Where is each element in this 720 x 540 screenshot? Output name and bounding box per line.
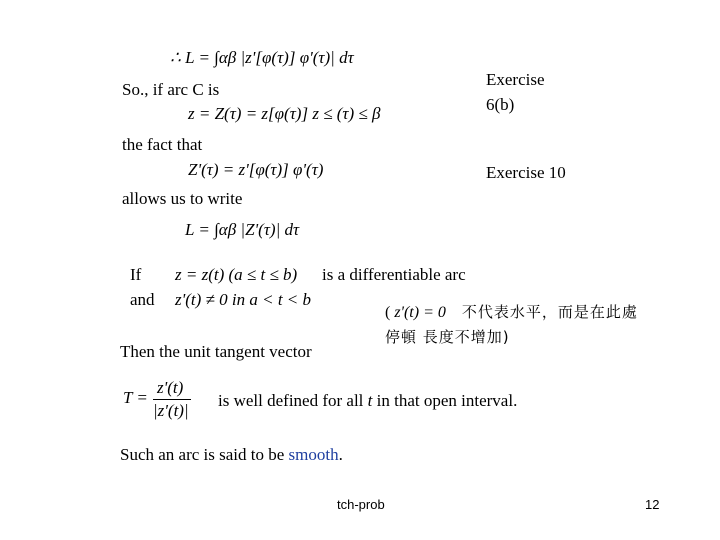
arc-length-equation-1 — [170, 48, 354, 68]
smooth-pre: Such an arc is said to be — [120, 445, 285, 464]
and-math-text: z'(t) ≠ 0 in a < t < b — [175, 290, 312, 309]
and-word — [130, 290, 155, 310]
footer-center — [337, 497, 385, 512]
tangent-lhs-text: T = — [123, 388, 148, 407]
unit-tangent-line — [120, 342, 312, 362]
arc-length-equation-2 — [185, 220, 299, 240]
tangent-denominator-text: |z'(t)| — [153, 401, 189, 420]
tangent-numerator-text: z'(t) — [157, 378, 184, 397]
differentiable-arc-text — [322, 265, 466, 285]
if-word-text: If — [130, 265, 142, 284]
zero-derivative-note-line1 — [385, 300, 638, 325]
exercise-6b-line2: 6(b) — [486, 95, 515, 114]
z-reparam-equation-text: z = Z(τ) = z[φ(τ)] z ≤ (τ) ≤ β — [188, 104, 381, 123]
unit-tangent-text: Then the unit tangent vector — [120, 342, 312, 361]
note-open-paren: ( — [385, 304, 391, 321]
note-math: z'(t) = 0 — [394, 304, 446, 321]
and-math — [175, 290, 311, 310]
chain-rule-equation — [188, 160, 323, 180]
well-defined-pre: is well defined for all — [218, 391, 364, 410]
if-math-text: z = z(t) (a ≤ t ≤ b) — [175, 265, 298, 284]
well-defined-t: t — [367, 391, 373, 410]
chain-rule-equation-text: Z'(τ) = z'[φ(τ)] φ'(τ) — [188, 160, 324, 179]
smooth-definition — [120, 445, 343, 465]
exercise-10-label — [486, 163, 566, 183]
z-reparam-equation — [188, 104, 380, 124]
differentiable-arc-text-span: is a differentiable arc — [322, 265, 466, 284]
note-line1-cjk: 不代表水平，而是在此處 — [461, 303, 638, 321]
allows-line-text: allows us to write — [122, 189, 243, 208]
arc-length-equation-2-text: L = ∫αβ |Z'(τ)| dτ — [185, 220, 300, 239]
fact-line-text: the fact that — [122, 135, 203, 154]
tangent-lhs — [123, 388, 148, 408]
and-word-text: and — [130, 290, 155, 309]
so-line-text: So., if arc C is — [122, 80, 220, 99]
smooth-term: smooth — [288, 445, 339, 464]
exercise-10-text: Exercise 10 — [486, 163, 566, 182]
zero-derivative-note — [385, 300, 638, 349]
smooth-period: . — [338, 445, 343, 464]
if-math — [175, 265, 297, 285]
if-word — [130, 265, 141, 285]
note-line2-cjk: 停頓 長度不增加) — [385, 328, 510, 346]
page-number — [645, 497, 659, 512]
well-defined-line — [218, 391, 517, 411]
footer-center-text: tch-prob — [337, 497, 385, 512]
well-defined-post: in that open interval. — [376, 391, 518, 410]
allows-line — [122, 189, 242, 209]
exercise-6b-label — [486, 67, 545, 117]
page-number-text: 12 — [645, 497, 660, 512]
exercise-6b-line1: Exercise — [486, 70, 545, 89]
tangent-denominator — [153, 401, 189, 421]
tangent-fraction-bar — [153, 399, 191, 400]
arc-length-equation-1-text: ∴ L = ∫αβ |z'[φ(τ)] φ'(τ)| dτ — [170, 48, 354, 67]
so-line — [122, 80, 219, 100]
fact-line — [122, 135, 202, 155]
tangent-numerator — [157, 378, 183, 398]
